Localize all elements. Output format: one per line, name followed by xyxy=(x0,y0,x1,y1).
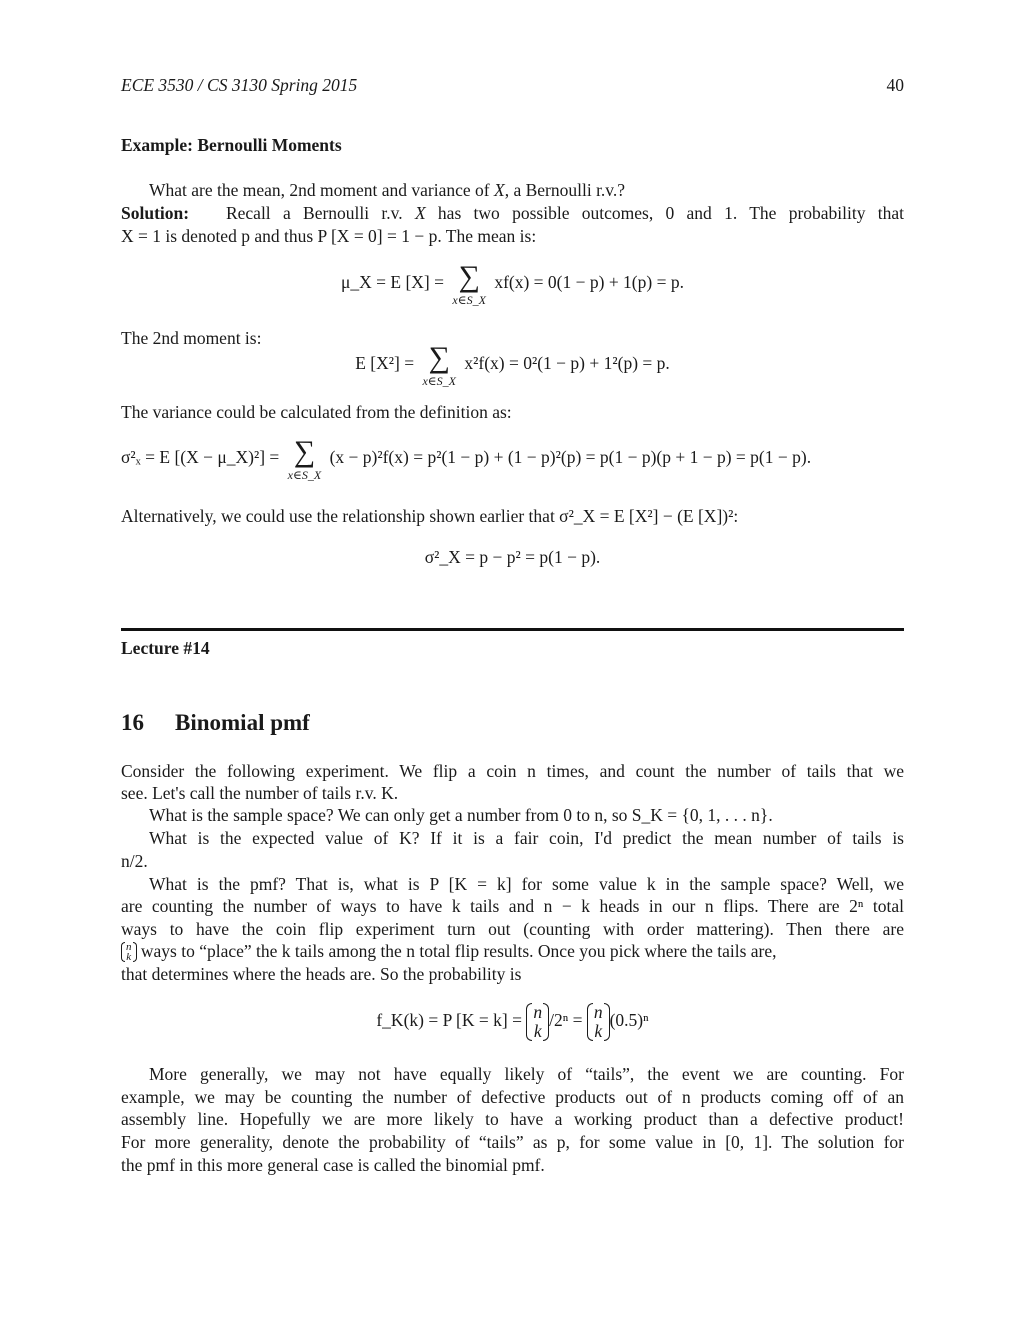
binom-bottom: k xyxy=(594,1021,603,1041)
paragraph-4-line-5: that determines where the heads are. So the probability is xyxy=(121,964,522,984)
m2-eq-right: x²f(x) = 0²(1 − p) + 1²(p) = p. xyxy=(464,353,670,374)
binom-top: n xyxy=(533,1002,543,1022)
pmf-eq-left: f_K(k) = P [K = k] = xyxy=(376,1010,522,1031)
var-eq-right: (x − p)²f(x) = p²(1 − p) + (1 − p)²(p) = p(1 − p)(p + 1 − p) = p(1 − p). xyxy=(329,447,812,468)
mean-equation xyxy=(121,262,904,306)
paragraph-5-line-5: the pmf in this more general case is called the binomial pmf. xyxy=(121,1155,545,1175)
page-number: 40 xyxy=(886,75,904,95)
paragraph-4-line-4 xyxy=(121,940,904,963)
paragraph-3-line-1: What is the expected value of K? If it is a fair coin, I'd predict the mean number of tails is xyxy=(149,828,904,848)
binomial-coefficient xyxy=(587,1003,610,1041)
binomial-coefficient xyxy=(526,1003,549,1041)
paragraph-4-line-3: ways to have the coin flip experiment turn out (counting with order mattering). Then there are xyxy=(121,919,904,939)
mean-eq-right: xf(x) = 0(1 − p) + 1(p) = p. xyxy=(494,272,684,293)
solution-var: X xyxy=(414,203,426,223)
paragraph-5-line-1: More generally, we may not have equally likely of “tails”, the event we are counting. For xyxy=(149,1064,904,1084)
m2-eq-left: E [X²] = xyxy=(355,353,415,374)
sum-subscript: x∈S_X xyxy=(287,468,322,482)
paragraph-1-line-1: Consider the following experiment. We flip a coin n times, and count the number of tails that we xyxy=(121,761,904,781)
binom-bottom: k xyxy=(533,1021,542,1041)
sum-symbol: ∑ x∈S_X xyxy=(452,260,486,307)
course-title: ECE 3530 / CS 3130 Spring 2015 xyxy=(121,75,358,95)
paragraph-2: What is the sample space? We can only get a number from 0 to n, so S_K = {0, 1, . . . n}. xyxy=(149,805,773,825)
binom-top: n xyxy=(593,1002,603,1022)
paragraph-4-line-1: What is the pmf? That is, what is P [K = k] for some value k in the sample space? Well, we xyxy=(149,874,904,894)
var-eq-left: σ²ₓ = E [(X − μ_X)²] = xyxy=(121,447,280,468)
paragraph-4-line-4-text: ways to “place” the k tails among the n total flip results. Once you pick where the tails are, xyxy=(140,941,777,961)
variance-label: The variance could be calculated from the definition as: xyxy=(121,402,512,422)
section-heading xyxy=(121,712,310,735)
solution-label: Solution: xyxy=(121,203,190,223)
binom-top: n xyxy=(126,941,132,953)
paragraph-3-line-2: n/2. xyxy=(121,851,148,871)
running-header xyxy=(121,74,904,96)
question-var: X xyxy=(494,180,505,200)
second-moment-label: The 2nd moment is: xyxy=(121,328,262,348)
question-text-b: , a Bernoulli r.v.? xyxy=(504,180,626,200)
section-number: 16 xyxy=(121,710,144,735)
pmf-eq-mid: /2ⁿ = xyxy=(549,1010,583,1031)
paragraph-5-line-3: assembly line. Hopefully we are more likely to have a working product than a defective product! xyxy=(121,1109,904,1129)
section-title: Binomial pmf xyxy=(175,710,310,735)
binomial-coefficient-inline xyxy=(121,942,137,962)
solution-text-b: has two possible outcomes, 0 and 1. The probability that xyxy=(425,203,905,223)
example-title: Example: Bernoulli Moments xyxy=(121,135,342,155)
solution-line-2: X = 1 is denoted p and thus P [X = 0] = 1 − p. The mean is: xyxy=(121,226,537,246)
pmf-eq-right: (0.5)ⁿ xyxy=(609,1010,649,1031)
lecture-divider xyxy=(121,628,904,631)
solution-text-a: Recall a Bernoulli r.v. xyxy=(225,203,415,223)
sum-subscript: x∈S_X xyxy=(452,293,486,307)
pmf-equation xyxy=(121,1003,904,1041)
lecture-label: Lecture #14 xyxy=(121,638,210,658)
second-moment-equation xyxy=(121,343,904,387)
paragraph-5-line-2: example, we may be counting the number of defective products out of n products coming off of an xyxy=(121,1087,904,1107)
binom-bottom: k xyxy=(126,951,132,963)
sum-symbol: ∑ x∈S_X xyxy=(287,435,322,482)
sum-subscript: x∈S_X xyxy=(422,374,456,388)
alternative-text: Alternatively, we could use the relationship shown earlier that σ²_X = E [X²] − (E [X])²: xyxy=(121,506,739,526)
paragraph-1-line-2: see. Let's call the number of tails r.v. K. xyxy=(121,783,399,803)
question-text-a: What are the mean, 2nd moment and variance of xyxy=(149,180,494,200)
paragraph-5-line-4: For more generality, denote the probability of “tails” as p, for some value in [0, 1]. The solution for xyxy=(121,1132,904,1152)
solution-line-1 xyxy=(121,202,904,225)
alternative-equation: σ²_X = p − p² = p(1 − p). xyxy=(424,547,601,567)
variance-equation xyxy=(121,437,904,481)
sum-symbol: ∑ x∈S_X xyxy=(422,341,456,388)
example-question xyxy=(121,179,904,202)
paragraph-4-line-2: are counting the number of ways to have k tails and n − k heads in our n flips. There are 2ⁿ total xyxy=(121,896,904,916)
mean-eq-left: μ_X = E [X] = xyxy=(341,272,445,293)
document-page xyxy=(121,0,904,1325)
